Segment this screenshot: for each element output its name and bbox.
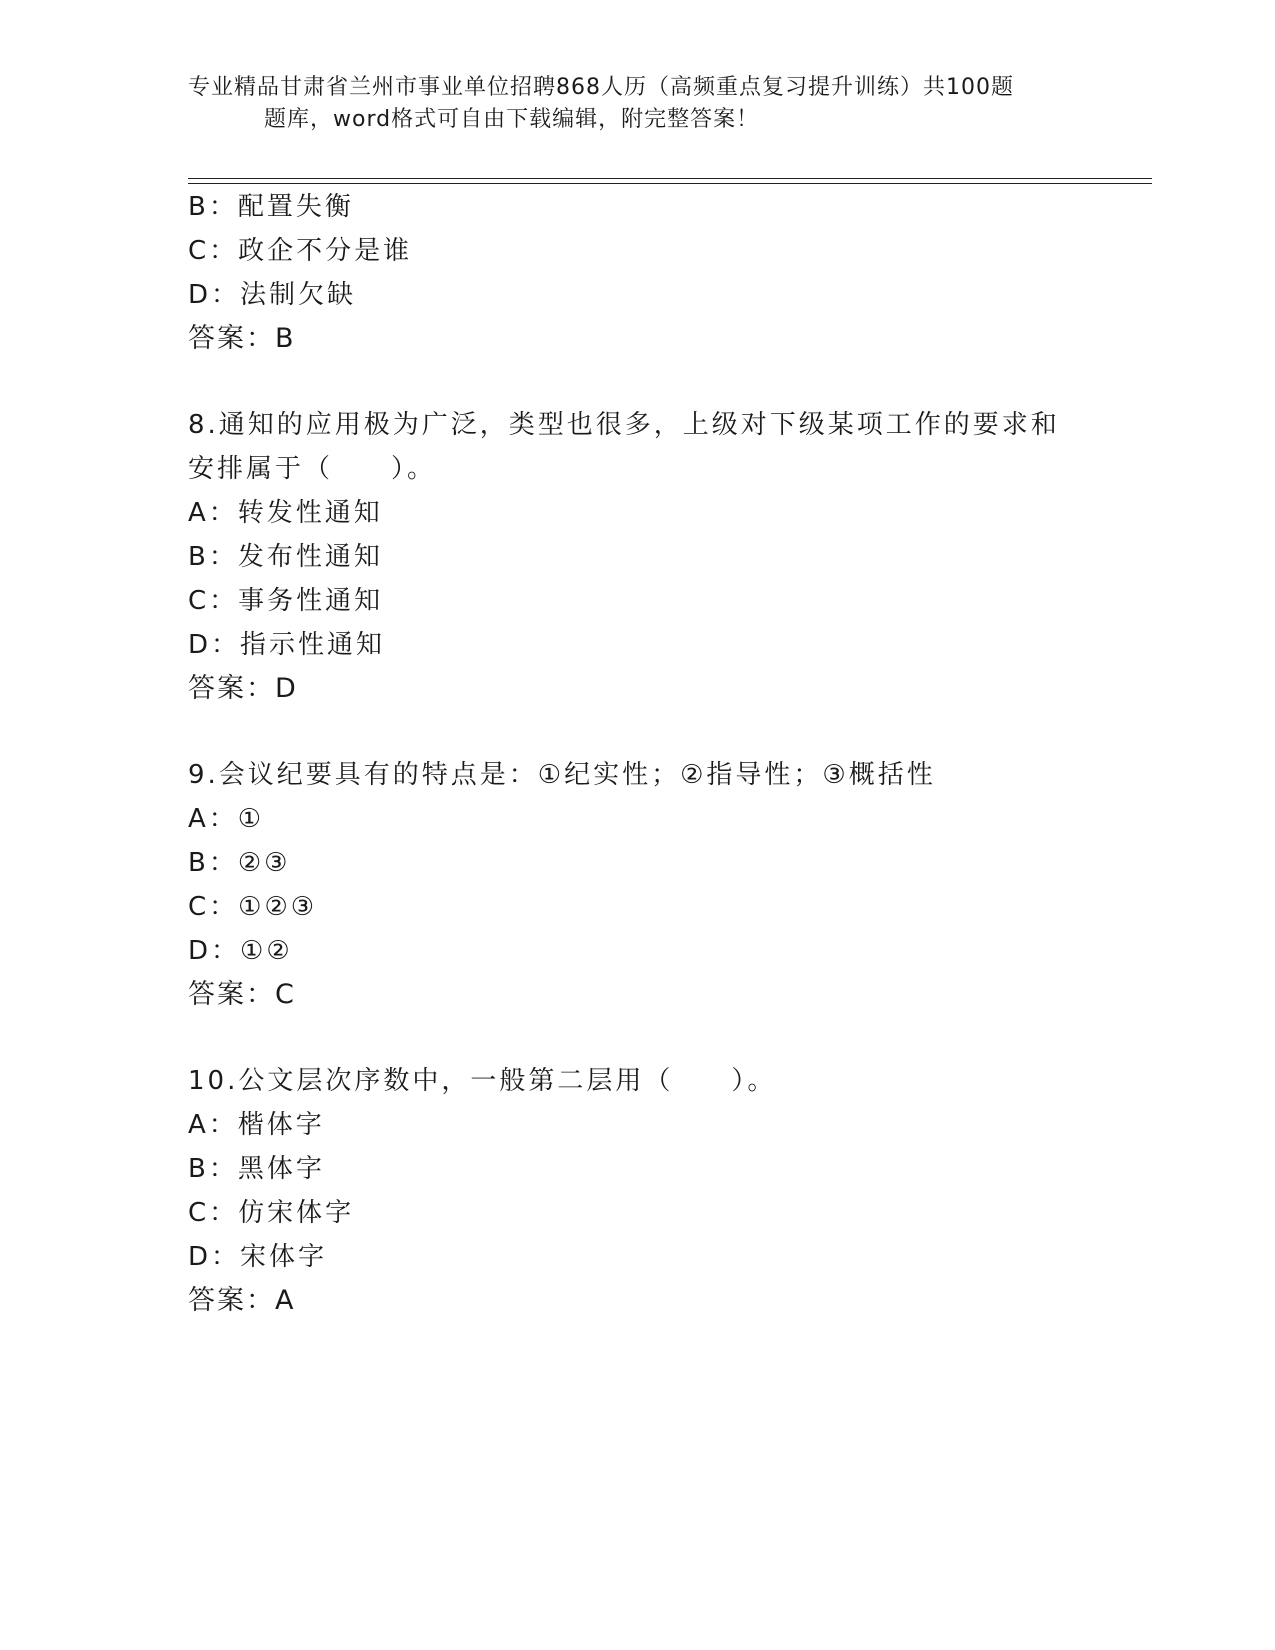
option-b: B：②③: [188, 848, 291, 878]
document-header: [188, 72, 1088, 136]
header-title-line2: 题库，word格式可自由下载编辑，附完整答案！: [264, 107, 760, 132]
option-c: C：事务性通知: [188, 586, 384, 616]
question-stem: 10.公文层次序数中，一般第二层用（ ）。: [188, 1066, 777, 1096]
header-title-line1: 专业精品甘肃省兰州市事业单位招聘868人历（高频重点复习提升训练）共100题: [188, 75, 1014, 100]
option-d: D：法制欠缺: [188, 280, 357, 310]
answer-line: 答案：A: [188, 1285, 296, 1316]
option-a: A：楷体字: [188, 1110, 325, 1140]
question-stem-continued: 安排属于（ ）。: [188, 454, 437, 484]
option-b: B：发布性通知: [188, 542, 383, 572]
header-divider-top: [188, 178, 1152, 179]
option-c: C：①②③: [188, 892, 318, 922]
question-stem: 8.通知的应用极为广泛，类型也很多，上级对下级某项工作的要求和: [188, 410, 1060, 440]
option-b: B：黑体字: [188, 1154, 325, 1184]
header-divider-bottom: [188, 183, 1152, 184]
option-d: D：①②: [188, 936, 293, 966]
option-d: D：指示性通知: [188, 630, 386, 660]
option-a: A：①: [188, 804, 265, 834]
answer-line: 答案：C: [188, 979, 296, 1010]
option-d: D：宋体字: [188, 1242, 328, 1272]
question-stem: 9.会议纪要具有的特点是：①纪实性；②指导性；③概括性: [188, 760, 936, 790]
answer-line: 答案：B: [188, 323, 296, 354]
option-c: C：仿宋体字: [188, 1198, 355, 1228]
option-a: A：转发性通知: [188, 498, 383, 528]
answer-line: 答案：D: [188, 673, 298, 704]
option-b: B：配置失衡: [188, 192, 354, 222]
option-c: C：政企不分是谁: [188, 236, 413, 266]
